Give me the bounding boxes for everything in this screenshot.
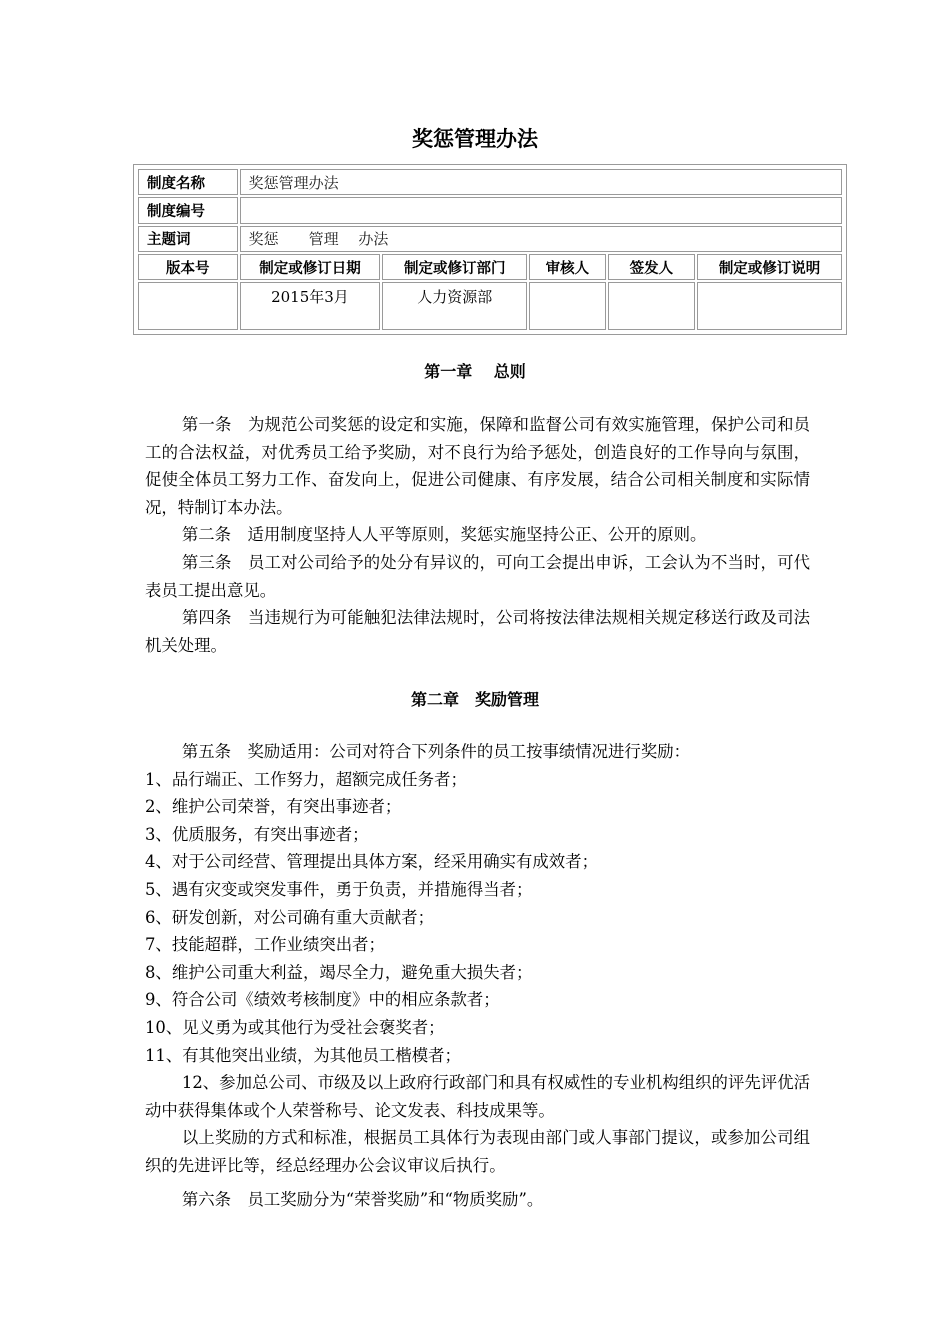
keywords-label: 主题词	[138, 226, 238, 252]
chapter-2-body	[145, 738, 810, 1213]
header-issuer: 签发人	[608, 254, 696, 280]
reward-summary: 以上奖励的方式和标准，根据员工具体行为表现由部门或人事部门提议，或参加公司组织的先进评比等，经总经理办公会议审议后执行。	[145, 1128, 810, 1175]
policy-code-label: 制度编号	[138, 197, 238, 223]
chapter-1-body	[145, 411, 810, 659]
header-reviewer: 审核人	[529, 254, 605, 280]
list-item: 4、对于公司经营、管理提出具体方案，经采用确实有成效者；	[145, 852, 598, 872]
keywords-value: 奖惩 管理 办法	[240, 226, 842, 252]
article-2: 第二条 适用制度坚持人人平等原则，奖惩实施坚持公正、公开的原则。	[181, 525, 707, 545]
cell-version	[138, 282, 238, 330]
header-version: 版本号	[138, 254, 238, 280]
header-revision-department: 制定或修订部门	[382, 254, 527, 280]
list-item: 2、维护公司荣誉，有突出事迹者；	[145, 797, 402, 817]
list-item: 3、优质服务，有突出事迹者；	[145, 824, 369, 844]
list-item: 1、品行端正、工作努力，超额完成任务者；	[145, 769, 467, 789]
article-5: 第五条 奖励适用：公司对符合下列条件的员工按事绩情况进行奖励：	[181, 742, 690, 761]
cell-revision-department: 人力资源部	[382, 282, 527, 330]
article-1: 第一条 为规范公司奖惩的设定和实施，保障和监督公司有效实施管理，保护公司和员工的合法权益，对优秀员工给予奖励，对不良行为给予惩处，创造良好的工作导向与氛围，促使全体员工努力工作、奋发向上，促进公司健康、有序发展，结合公司相关制度和实际情况，特制订本办法。	[145, 415, 810, 517]
list-item: 10、见义勇为或其他行为受社会褒奖者；	[145, 1017, 445, 1037]
chapter-2-heading: 第二章 奖励管理	[410, 690, 539, 709]
policy-name-label: 制度名称	[138, 169, 238, 195]
article-6: 第六条 员工奖励分为“荣誉奖励”和“物质奖励”。	[181, 1189, 544, 1209]
cell-reviewer	[529, 282, 605, 330]
policy-info-table	[133, 164, 847, 335]
article-3: 第三条 员工对公司给予的处分有异议的，可向工会提出申诉，工会认为不当时，可代表员工提出意见。	[145, 552, 810, 600]
list-item-12: 12、参加总公司、市级及以上政府行政部门和具有权威性的专业机构组织的评先评优活动中获得集体或个人荣誉称号、论文发表、科技成果等。	[145, 1073, 810, 1120]
policy-code-value	[240, 197, 842, 223]
list-item: 7、技能超群，工作业绩突出者；	[145, 935, 385, 955]
header-revision-date: 制定或修订日期	[240, 254, 381, 280]
cell-revision-notes	[697, 282, 842, 330]
list-item: 9、符合公司《绩效考核制度》中的相应条款者；	[145, 990, 500, 1010]
list-item: 5、遇有灾变或突发事件，勇于负责，并措施得当者；	[145, 879, 533, 899]
header-revision-notes: 制定或修订说明	[697, 254, 842, 280]
cell-revision-date: 2015年3月	[240, 282, 381, 330]
policy-info-grid	[136, 167, 844, 332]
list-item: 8、维护公司重大利益，竭尽全力，避免重大损失者；	[145, 962, 533, 982]
policy-name-value: 奖惩管理办法	[240, 169, 842, 195]
list-item: 11、有其他突出业绩，为其他员工楷模者；	[145, 1045, 461, 1065]
cell-issuer	[608, 282, 696, 330]
document-title: 奖惩管理办法	[412, 127, 538, 151]
list-item: 6、研发创新，对公司确有重大贡献者；	[145, 907, 435, 927]
article-4: 第四条 当违规行为可能触犯法律法规时，公司将按法律法规相关规定移送行政及司法机关处理。	[145, 608, 810, 655]
chapter-1-heading: 第一章 总则	[424, 362, 526, 381]
